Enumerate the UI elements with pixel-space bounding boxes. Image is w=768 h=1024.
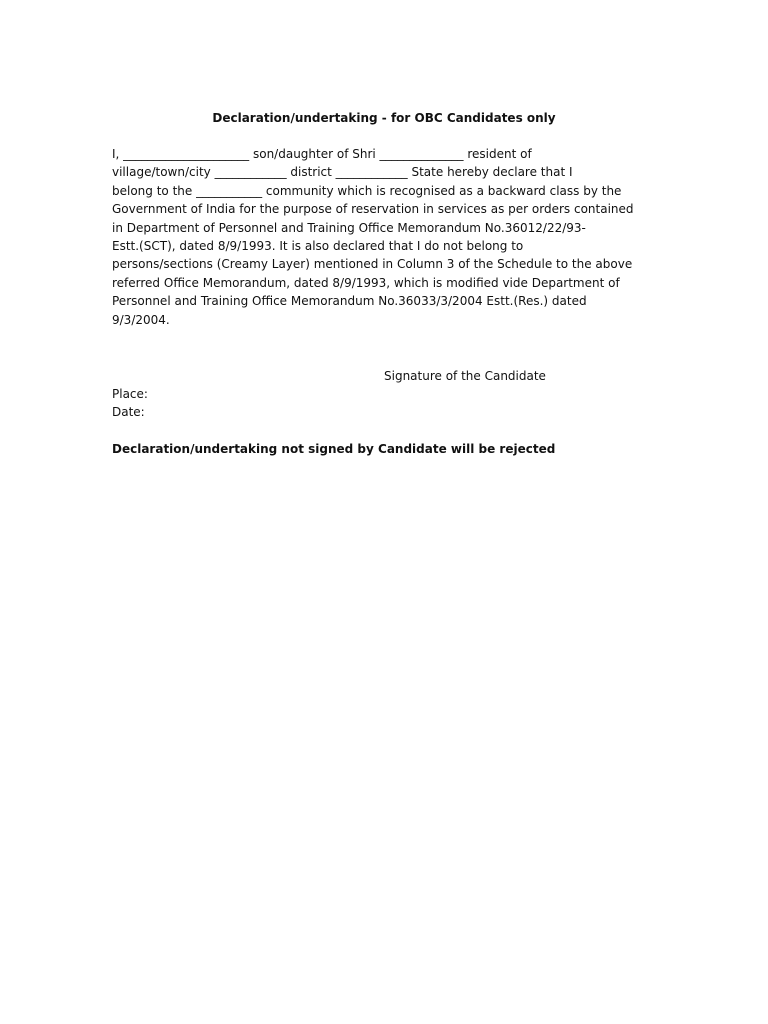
body-line-7: persons/sections (Creamy Layer) mentioned in Column 3 of the Schedule to the above xyxy=(112,257,633,272)
body-line-5: in Department of Personnel and Training Office Memorandum No.36012/22/93- xyxy=(112,220,586,235)
body-line-1: I, _____________________ son/daughter of Shri ______________ resident of xyxy=(112,147,532,161)
body-line-3: belong to the ___________ community which is recognised as a backward class by the xyxy=(112,183,622,198)
declaration-body xyxy=(112,145,657,329)
body-line-2: village/town/city ____________ district ____________ State hereby declare that I xyxy=(112,165,573,180)
body-line-9: Personnel and Training Office Memorandum No.36033/3/2004 Estt.(Res.) dated xyxy=(112,294,587,309)
place-label: Place: xyxy=(112,387,148,401)
body-line-4: Government of India for the purpose of reservation in services as per orders contained xyxy=(112,202,634,217)
body-line-6: Estt.(SCT), dated 8/9/1993. It is also declared that I do not belong to xyxy=(112,239,524,254)
date-label: Date: xyxy=(112,405,145,419)
body-line-8: referred Office Memorandum, dated 8/9/1993, which is modified vide Department of xyxy=(112,275,620,290)
signature-label: Signature of the Candidate xyxy=(384,369,546,383)
rejection-warning: Declaration/undertaking not signed by Candidate will be rejected xyxy=(112,442,556,456)
body-line-10: 9/3/2004. xyxy=(112,312,170,327)
document-title: Declaration/undertaking - for OBC Candidates only xyxy=(212,111,556,125)
